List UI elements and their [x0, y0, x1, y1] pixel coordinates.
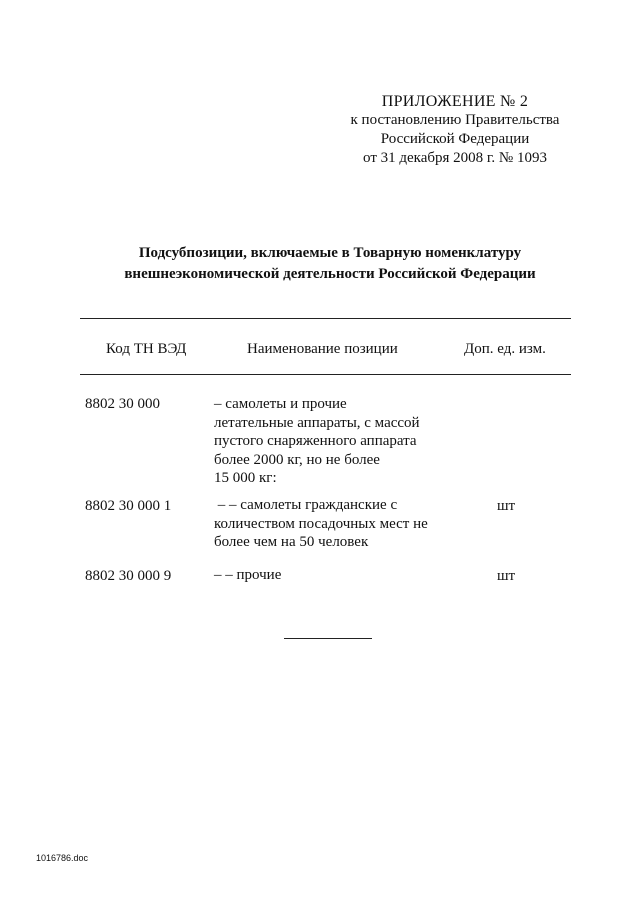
row-description-line: – – самолеты гражданские с: [214, 497, 398, 513]
row-description-line: летательные аппараты, с массой: [214, 414, 420, 431]
row-description: [214, 395, 454, 488]
appendix-title: ПРИЛОЖЕНИЕ № 2: [381, 93, 529, 110]
row-code: 8802 30 000 9: [85, 568, 172, 584]
appendix-date-number: от 31 декабря 2008 г. № 1093: [363, 150, 547, 166]
row-unit: шт: [497, 498, 516, 514]
row-code: 8802 30 000 1: [85, 498, 172, 514]
header-unit: Доп. ед. изм.: [464, 341, 546, 357]
file-name-footer: 1016786.doc: [36, 853, 89, 863]
row-description-line: более чем на 50 человек: [214, 534, 369, 550]
row-code: 8802 30 000: [85, 396, 160, 412]
row-unit: шт: [497, 568, 516, 584]
table-top-rule: [80, 318, 571, 319]
header-name: Наименование позиции: [247, 341, 398, 357]
row-description: [214, 496, 454, 552]
document-title-line-2: внешнеэкономической деятельности Российской Федерации: [124, 266, 536, 282]
row-description-line: количеством посадочных мест не: [214, 515, 428, 532]
row-description-line: более 2000 кг, но не более: [214, 451, 380, 468]
row-description-line: 15 000 кг:: [214, 470, 277, 486]
header-code: Код ТН ВЭД: [106, 341, 187, 357]
appendix-block: [300, 92, 610, 168]
document-title: [60, 243, 600, 285]
row-description-line: – самолеты и прочие: [214, 396, 347, 412]
end-of-document-line: [284, 638, 372, 639]
document-title-line-1: Подсубпозиции, включаемые в Товарную номенклатуру: [138, 245, 522, 261]
row-description-line: пустого снаряженного аппарата: [214, 433, 417, 449]
appendix-decree: к постановлению Правительства: [350, 112, 560, 128]
row-description: [214, 566, 454, 585]
appendix-government: Российской Федерации: [380, 131, 530, 147]
row-description-line: – – прочие: [214, 567, 282, 583]
table-header-rule: [80, 374, 571, 375]
